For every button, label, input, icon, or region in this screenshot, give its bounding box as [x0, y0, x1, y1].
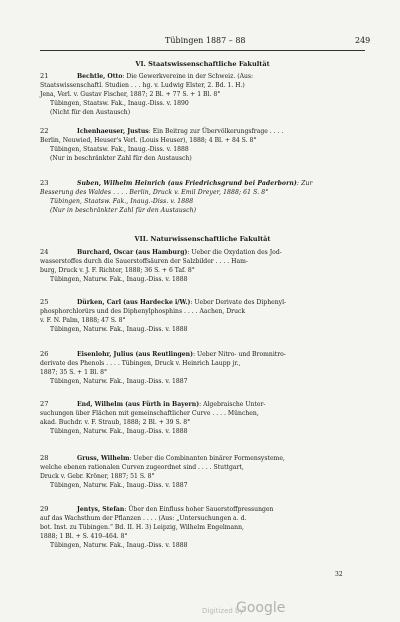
entry-number: 22: [40, 127, 49, 135]
header-rule: [40, 50, 365, 51]
entry-line: Tübingen, Staatsw. Fak., Inaug.-Diss. v. 1888: [50, 198, 194, 205]
entry-line: welche ebenen rationalen Curven zugeordnet sind . . . . Stuttgart,: [40, 464, 244, 471]
entry-line: Dürken, Carl (aus Hardecke i/W.): Ueber Derivate des Diphenyl-: [77, 299, 287, 306]
entry-line: Tübingen, Staatsw. Fak., Inaug.-Diss. v. 1888: [50, 146, 189, 153]
entry-line: Jentys, Stefan: Über den Einfluss hoher Sauerstoffpressungen: [77, 506, 274, 513]
entry-line: Tübingen, Naturw. Fak., Inaug.-Diss. v. 1888: [50, 428, 188, 435]
entry-line: v. F. N. Palm, 1888; 47 S. 8°: [40, 317, 126, 324]
entry-line: 1888; 1 Bl. + S. 419–464. 8°: [40, 533, 128, 540]
entry-line: Besserung des Waldes . . . . Berlin, Druck v. Emil Dreyer, 1888; 61 S. 8°: [40, 189, 269, 196]
entry-author: Gruss, Wilhelm: [77, 455, 130, 462]
entry-line: Ichenhaeuser, Justus: Ein Beitrag zur Übervölkerungsfrage . . . .: [77, 128, 284, 135]
entry-line: derivate des Phenols . . . . Tübingen, Druck v. Heinrich Laupp jr.,: [40, 360, 241, 367]
entry-line: akad. Buchdr. v. F. Straub, 1888; 2 Bl. + 39 S. 8°: [40, 419, 191, 426]
entry-line: Tübingen, Staatsw. Fak., Inaug.-Diss. v. 1890: [50, 100, 189, 107]
running-head-title: Tübingen 1887 – 88: [165, 36, 246, 45]
entry-number: 21: [40, 72, 49, 80]
entry-line: auf das Wachsthum der Pflanzen . . . . (Aus: „Untersuchungen a. d.: [40, 515, 247, 522]
entry-line: Gruss, Wilhelm: Ueber die Combinanten binärer Formensysteme,: [77, 455, 285, 462]
entry-line: 1887; 35 S. + 1 Bl. 8°: [40, 369, 108, 376]
entry-line: Suben, Wilhelm Heinrich (aus Friedrichsgrund bei Paderborn): Zur: [77, 180, 313, 187]
entry-author: Dürken, Carl (aus Hardecke i/W.): [77, 299, 191, 306]
entry-author: Jentys, Stefan: [77, 506, 125, 513]
entry-author: Burchard, Oscar (aus Hamburg): [77, 249, 188, 256]
entry-author: Ichenhaeuser, Justus: [77, 128, 149, 135]
page-number: 249: [355, 36, 371, 45]
entry-line: Burchard, Oscar (aus Hamburg): Ueber die Oxydation des Jod-: [77, 249, 282, 256]
entry-number: 28: [40, 454, 49, 462]
entry-number: 26: [40, 350, 49, 358]
signature-mark: 32: [335, 571, 343, 578]
entry-number: 23: [40, 179, 49, 187]
entry-line: Tübingen, Naturw. Fak., Inaug.-Diss. v. 1888: [50, 542, 188, 549]
entry-line: phosphorchlorürs und des Diphenylphosphins . . . . Aachen, Druck: [40, 308, 246, 315]
entry-line: Tübingen, Naturw. Fak., Inaug.-Diss. v. 1888: [50, 326, 188, 333]
running-head: [0, 36, 400, 48]
entry-line: Tübingen, Naturw. Fak., Inaug.-Diss. v. 1888: [50, 276, 188, 283]
section-heading-vi: VI. Staatswissenschaftliche Fakultät: [135, 60, 270, 68]
entry-author: Bechtle, Otto: [77, 73, 123, 80]
entry-line: bot. Inst. zu Tübingen.“ Bd. II. H. 3) Leipzig, Wilhelm Engelmann,: [40, 524, 244, 531]
watermark-google-logo: Google: [236, 600, 286, 616]
entry-line: suchungen über Flächen mit gemeinschaftlicher Curve . . . . München,: [40, 410, 259, 417]
entry-line: Tübingen, Naturw. Fak., Inaug.-Diss. v. 1887: [50, 482, 188, 489]
entry-number: 27: [40, 400, 49, 408]
entry-line: Eisenlohr, Julius (aus Reutlingen): Ueber Nitro- und Bromnitro-: [77, 351, 286, 358]
entry-line: End, Wilhelm (aus Fürth in Bayern): Algebraische Unter-: [77, 401, 266, 408]
entry-author: End, Wilhelm (aus Fürth in Bayern): [77, 401, 200, 408]
entry-author: Suben, Wilhelm Heinrich (aus Friedrichsgrund bei Paderborn): [77, 180, 297, 187]
entry-line: burg, Druck v. J. F. Richter, 1888; 36 S. + 6 Taf. 8°: [40, 267, 195, 274]
entry-number: 24: [40, 248, 49, 256]
entry-line: (Nicht für den Austausch): [50, 109, 131, 116]
entry-line: Jena, Verl. v. Gustav Fischer, 1887; 2 Bl. + 77 S. + 1 Bl. 8°: [40, 91, 221, 98]
entry-line: Druck v. Gebr. Kröner, 1887; 51 S. 8°: [40, 473, 155, 480]
entry-line: (Nur in beschränkter Zahl für den Austausch): [50, 207, 197, 214]
entry-line: wasserstoffes durch die Sauerstoffsäuren der Salzbilder . . . . Ham-: [40, 258, 248, 265]
entry-line: (Nur in beschränkter Zahl für den Austausch): [50, 155, 192, 162]
entry-author: Eisenlohr, Julius (aus Reutlingen): [77, 351, 193, 358]
entry-line: Bechtle, Otto: Die Gewerkvereine in der Schweiz. (Aus:: [77, 73, 254, 80]
section-heading-vii: VII. Naturwissenschaftliche Fakultät: [134, 235, 271, 243]
entry-line: Tübingen, Naturw. Fak., Inaug.-Diss. v. 1887: [50, 378, 188, 385]
watermark-digitized-text: Digitized by: [202, 607, 244, 615]
entry-number: 29: [40, 505, 49, 513]
entry-line: Berlin, Neuwied, Heuser's Verl. (Louis Heuser), 1888; 4 Bl. + 84 S. 8°: [40, 137, 257, 144]
entry-line: Staatswissenschaftl. Studien . . . hg. v. Ludwig Elster, 2. Bd. 1. H.): [40, 82, 245, 89]
entry-number: 25: [40, 298, 49, 306]
